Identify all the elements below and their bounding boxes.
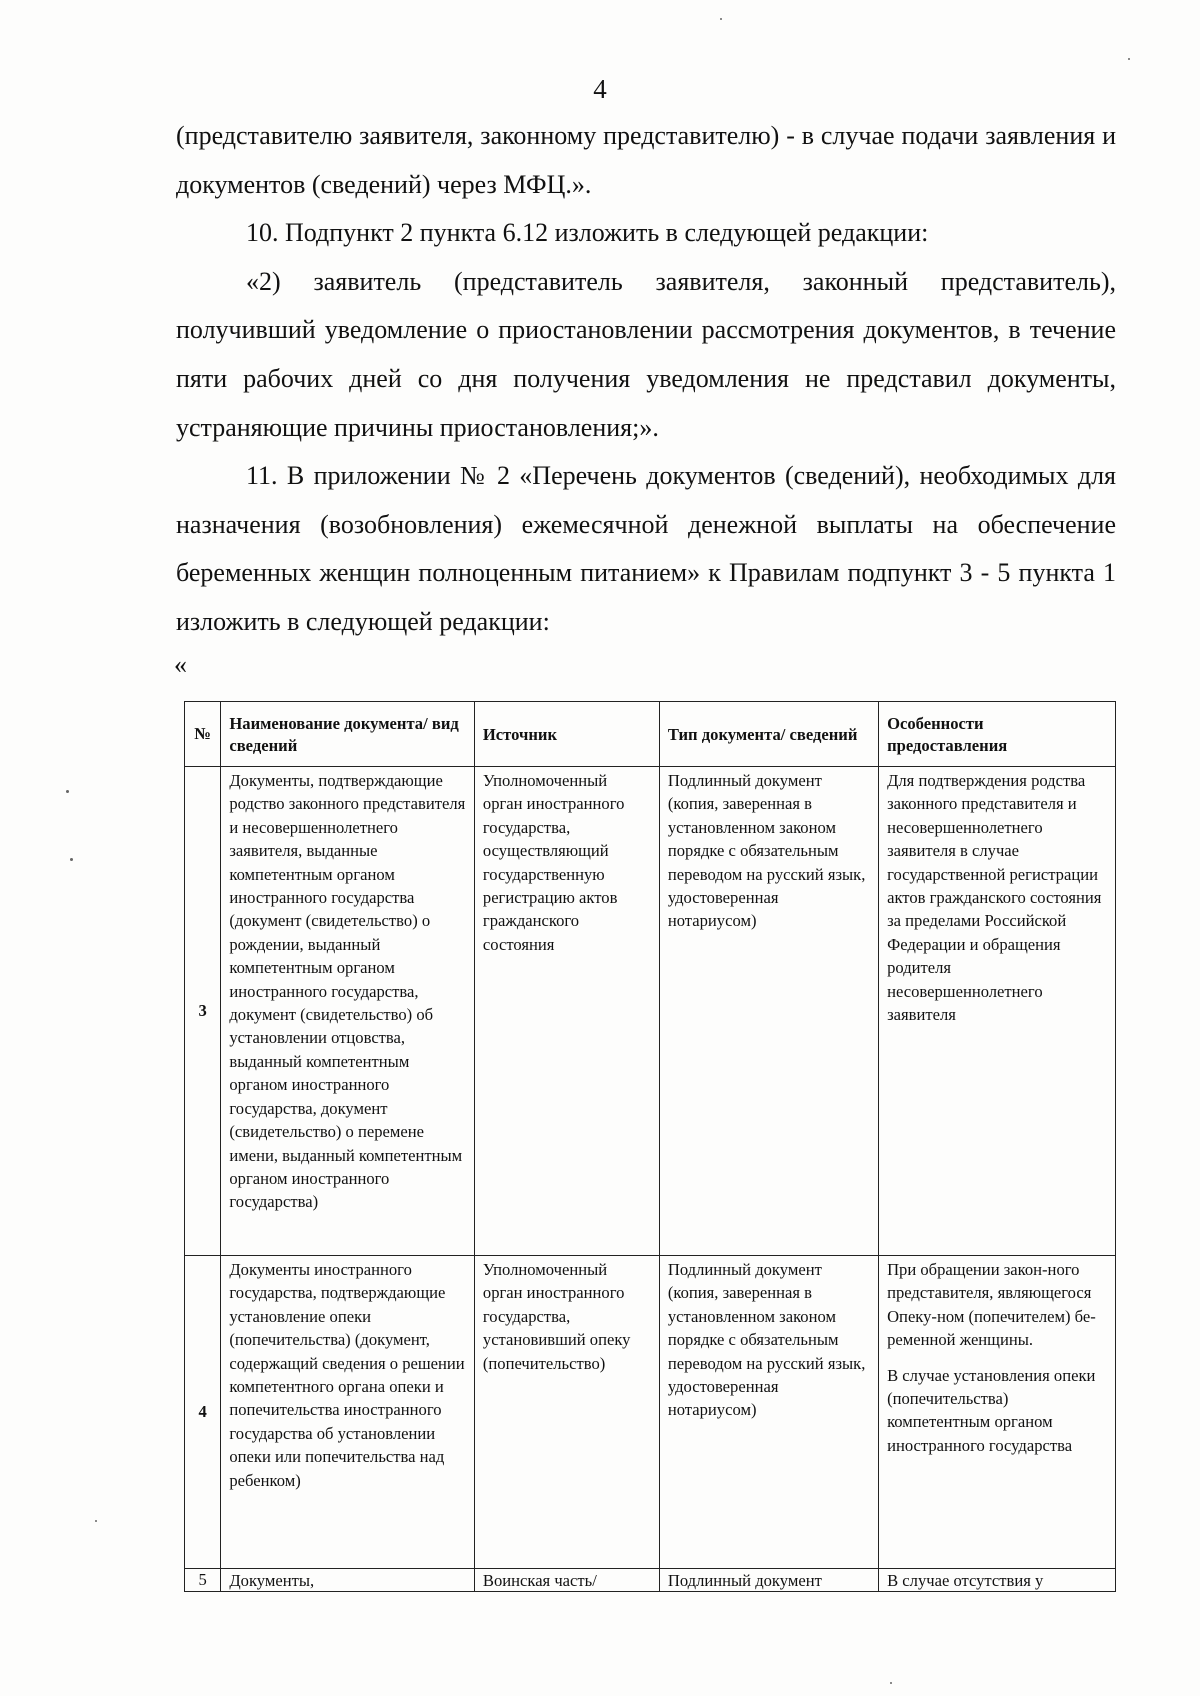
header-document-type: Тип документа/ сведений [659,702,878,767]
scan-speck [1128,58,1130,60]
source-cell: Уполномоченный орган иностранного государства, осуществляющий государственную регистрацию актов гражданского состояния [474,767,659,1256]
scan-speck [66,790,69,793]
document-name-cell: Документы, [221,1569,475,1592]
paragraph-quoted-subitem-2: «2) заявитель (представитель заявителя, законный представитель), получивший уведомление о приостановлении рассмотрения документов, в течение пяти рабочих дней со дня получения уведомления не представил документы, устраняющие причины приостановления;». [176,266,1116,442]
scan-speck [720,18,722,20]
features-text: В случае установления опеки (попечительства) компетентным органом иностранного государства [887,1365,1096,1455]
page-number: 4 [593,74,607,104]
scan-speck [890,1682,892,1684]
document-type-cell: Подлинный документ [659,1569,878,1592]
header-source: Источник [474,702,659,767]
row-number: 5 [185,1569,221,1592]
document-type-cell: Подлинный документ (копия, заверенная в установленном законом порядке с обязательным переводом на русский язык, удостоверенная нотариусом) [659,767,878,1256]
table-row [185,1256,1116,1569]
header-number: № [185,702,221,767]
header-document-name: Наименование документа/ вид сведений [221,702,475,767]
row-number: 3 [185,767,221,1256]
opening-quote-mark: « [174,650,187,679]
body-text [176,112,1116,647]
paragraph-continuation: (представителю заявителя, законному представителю) - в случае подачи заявления и документов (сведений) через МФЦ.». [176,121,1116,199]
scan-speck [95,1520,97,1522]
features-cell [879,1569,1116,1592]
features-cell [879,1256,1116,1569]
features-text: При обращении закон-ного представителя, являющегося Опеку-ном (попечителем) бе-ременной женщины. [887,1260,1096,1350]
features-cell [879,767,1116,1256]
source-cell: Уполномоченный орган иностранного государства, установивший опеку (попечительство) [474,1256,659,1569]
document-type-cell: Подлинный документ (копия, заверенная в установленном законом порядке с обязательным переводом на русский язык, удостоверенная нотариусом) [659,1256,878,1569]
document-name-cell: Документы, подтверждающие родство законного представителя и несовершеннолетнего заявителя, выданные компетентным органом иностранного государства (документ (свидетельство) о рождении, выданный компетентным органом иностранного государства, документ (свидетельство) об установлении отцовства, выданный компетентным органом иностранного государства, документ (свидетельство) о перемене имени, выданный компетентным органом иностранного государства) [221,767,475,1256]
document-name-cell: Документы иностранного государства, подтверждающие установление опеки (попечительства) (документ, содержащий сведения о решении компетентного органа опеки и попечительства иностранного государства об установлении опеки или попечительства над ребенком) [221,1256,475,1569]
header-features: Особенности предоставления [879,702,1116,767]
paragraph-item-10: 10. Подпункт 2 пункта 6.12 изложить в следующей редакции: [246,218,929,248]
documents-table [184,701,1116,1592]
features-text: В случае отсутствия у [887,1571,1044,1590]
table-header-row [185,702,1116,767]
features-text: Для подтверждения родства законного представителя и несовершеннолетнего заявителя в случае государственной регистрации актов гражданского состояния за пределами Российской Федерации и обращения родителя несовершеннолетнего заявителя [887,771,1102,1025]
row-number: 4 [185,1256,221,1569]
paragraph-item-11: 11. В приложении № 2 «Перечень документов (сведений), необходимых для назначения (возобновления) ежемесячной денежной выплаты на обеспечение беременных женщин полноценным питанием» к Правилам подпункт 3 - 5 пункта 1 изложить в следующей редакции: [176,461,1116,636]
scan-speck [70,858,73,861]
source-cell: Воинская часть/ [474,1569,659,1592]
table-row [185,767,1116,1256]
table-row [185,1569,1116,1592]
